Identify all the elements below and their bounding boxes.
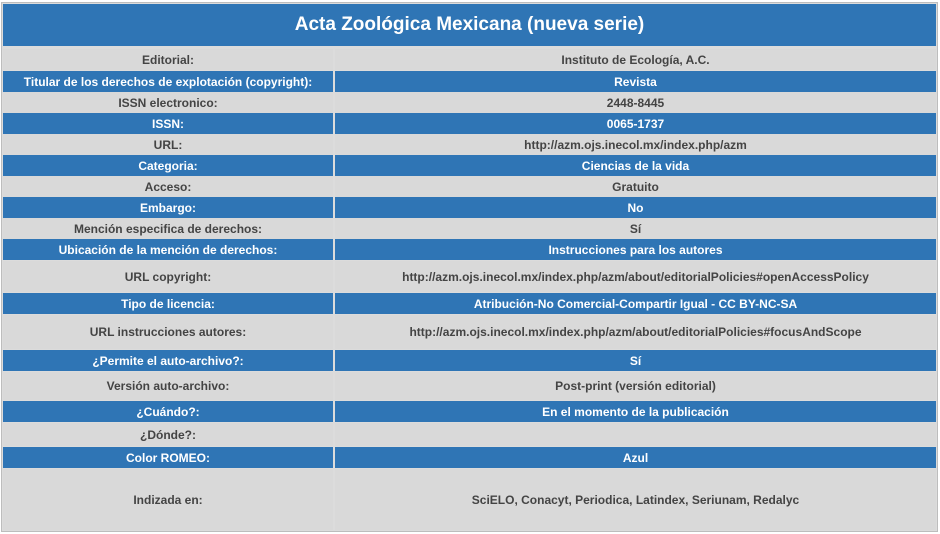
- row-indexed-in: [3, 469, 936, 530]
- category-value: Ciencias de la vida: [335, 155, 936, 176]
- copyright-holder-label: Titular de los derechos de explotación (copyright):: [3, 71, 333, 92]
- when-label: ¿Cuándo?:: [3, 401, 333, 422]
- rights-location-label: Ubicación de la mención de derechos:: [3, 239, 333, 260]
- row-romeo-color: [3, 447, 936, 468]
- self-archive-value: Sí: [335, 350, 936, 371]
- rights-location-value: Instrucciones para los autores: [335, 239, 936, 260]
- editorial-label: Editorial:: [3, 49, 333, 70]
- url-author-instructions-label: URL instrucciones autores:: [3, 315, 333, 349]
- editorial-value: Instituto de Ecología, A.C.: [335, 49, 936, 70]
- url-label: URL:: [3, 134, 333, 155]
- row-access: [3, 176, 936, 197]
- row-self-archive-version: [3, 372, 936, 400]
- url-copyright-value: http://azm.ojs.inecol.mx/index.php/azm/about/editorialPolicies#openAccessPolicy: [335, 261, 936, 292]
- url-copyright-label: URL copyright:: [3, 261, 333, 292]
- embargo-value: No: [335, 197, 936, 218]
- indexed-in-value: SciELO, Conacyt, Periodica, Latindex, Seriunam, Redalyc: [335, 469, 936, 530]
- row-copyright-holder: [3, 71, 936, 92]
- url-author-instructions-value: http://azm.ojs.inecol.mx/index.php/azm/about/editorialPolicies#focusAndScope: [335, 315, 936, 349]
- license-type-label: Tipo de licencia:: [3, 293, 333, 314]
- row-self-archive: [3, 350, 936, 371]
- issn-value: 0065-1737: [335, 113, 936, 134]
- issn-electronic-label: ISSN electronico:: [3, 92, 333, 113]
- row-category: [3, 155, 936, 176]
- category-label: Categoria:: [3, 155, 333, 176]
- romeo-color-label: Color ROMEO:: [3, 447, 333, 468]
- row-issn: [3, 113, 936, 134]
- row-url-author-instructions: [3, 315, 936, 349]
- rights-mention-value: Sí: [335, 218, 936, 239]
- where-label: ¿Dónde?:: [3, 423, 333, 446]
- journal-info-table: [1, 2, 938, 532]
- row-when: [3, 401, 936, 422]
- row-rights-mention: [3, 218, 936, 239]
- rights-mention-label: Mención especifica de derechos:: [3, 218, 333, 239]
- where-value: [335, 423, 936, 446]
- url-value: http://azm.ojs.inecol.mx/index.php/azm: [335, 134, 936, 155]
- row-issn-electronic: [3, 92, 936, 113]
- romeo-color-value: Azul: [335, 447, 936, 468]
- indexed-in-label: Indizada en:: [3, 469, 333, 530]
- self-archive-version-value: Post-print (versión editorial): [335, 372, 936, 400]
- when-value: En el momento de la publicación: [335, 401, 936, 422]
- journal-title: Acta Zoológica Mexicana (nueva serie): [3, 4, 936, 46]
- issn-label: ISSN:: [3, 113, 333, 134]
- row-url: [3, 134, 936, 155]
- row-editorial: [3, 49, 936, 70]
- issn-electronic-value: 2448-8445: [335, 92, 936, 113]
- self-archive-version-label: Versión auto-archivo:: [3, 372, 333, 400]
- copyright-holder-value: Revista: [335, 71, 936, 92]
- row-license-type: [3, 293, 936, 314]
- access-label: Acceso:: [3, 176, 333, 197]
- self-archive-label: ¿Permite el auto-archivo?:: [3, 350, 333, 371]
- row-embargo: [3, 197, 936, 218]
- license-type-value: Atribución-No Comercial-Compartir Igual - CC BY-NC-SA: [335, 293, 936, 314]
- access-value: Gratuito: [335, 176, 936, 197]
- row-where: [3, 423, 936, 446]
- embargo-label: Embargo:: [3, 197, 333, 218]
- row-rights-location: [3, 239, 936, 260]
- row-url-copyright: [3, 261, 936, 292]
